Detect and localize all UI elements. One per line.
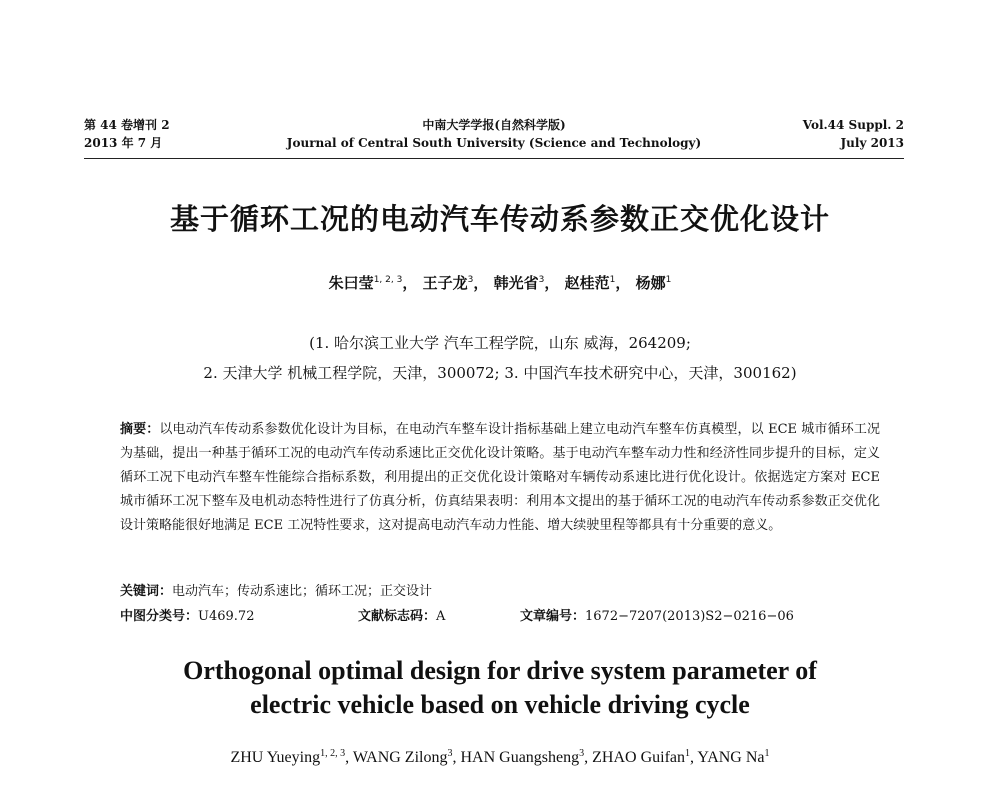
article-id: 文章编号：1672−7207(2013)S2−0216−06 — [520, 609, 794, 624]
keywords — [120, 580, 432, 599]
abstract-chinese — [120, 418, 880, 538]
running-header — [84, 116, 904, 164]
author: YANG Na$^1$ — [697, 748, 770, 766]
journal-name-en: Journal of Central South University (Science and Technology) — [286, 136, 702, 150]
volume-line: 第 44 卷增刊 2 — [84, 118, 170, 132]
author: 赵桂范$^1$， — [564, 274, 631, 292]
clc-number: 中图分类号：U469.72 — [120, 609, 255, 624]
author: 王子龙$^3$， — [422, 274, 489, 292]
authors-chinese — [0, 272, 1000, 293]
abstract-label: 摘要： — [120, 422, 160, 437]
volume-issue-info-en — [803, 116, 904, 152]
title-chinese: 基于循环工况的电动汽车传动系参数正交优化设计 — [169, 202, 830, 236]
journal-name — [84, 116, 904, 152]
author: ZHAO Guifan$^1$, — [592, 748, 698, 766]
affiliation-line-2: 2. 天津大学 机械工程学院，天津，300072; 3. 中国汽车技术研究中心，天津，300162) — [203, 364, 797, 382]
title-english-line-1: Orthogonal optimal design for drive system parameter of — [183, 656, 817, 685]
classification-line — [120, 605, 880, 625]
author: 朱曰莹$^{1, 2, 3}$， — [328, 274, 418, 292]
date-line: 2013 年 7 月 — [84, 136, 163, 150]
title-english-line-2: electric vehicle based on vehicle driving cycle — [250, 690, 750, 719]
keywords-text: 电动汽车；传动系速比；循环工况；正交设计 — [172, 584, 433, 599]
author: 韩光省$^3$， — [493, 274, 560, 292]
author: 杨娜$^1$ — [635, 274, 672, 292]
document-code: 文献标志码：A — [358, 609, 446, 624]
author: ZHU Yueying$^{1, 2, 3}$, — [230, 748, 353, 766]
title-english — [0, 654, 1000, 722]
journal-name-cn: 中南大学学报(自然科学版) — [422, 118, 566, 132]
abstract-text: 以电动汽车传动系参数优化设计为目标，在电动汽车整车设计指标基础上建立电动汽车整车仿真模型，以 ECE 城市循环工况为基础，提出一种基于循环工况的电动汽车传动系速比正交优化设计策略。基于电动汽车整车动力性和经济性同步提升的目标，定义循环工况下电动汽车整车性能综合指标系数，利用提出的正交优化设计策略对车辆传动系速比进行优化设计。依据选定方案对 ECE 城市循环工况下整车及电机动态特性进行了仿真分析，仿真结果表明：利用本文提出的基于循环工况的电动汽车传动系参数正交优化设计策略能很好地满足 ECE 工况特性要求，这对提高电动汽车动力性能、增大续驶里程等都具有十分重要的意义。 — [120, 422, 880, 533]
date-line-en: July 2013 — [840, 136, 904, 150]
authors-english — [0, 748, 1000, 767]
affiliation-line-1: (1. 哈尔滨工业大学 汽车工程学院，山东 威海，264209; — [309, 334, 691, 352]
author: WANG Zilong$^3$, — [352, 748, 461, 766]
header-rule — [84, 158, 904, 159]
author: HAN Guangsheng$^3$, — [460, 748, 593, 766]
volume-line-en: Vol.44 Suppl. 2 — [802, 118, 904, 132]
keywords-label: 关键词： — [120, 584, 173, 599]
